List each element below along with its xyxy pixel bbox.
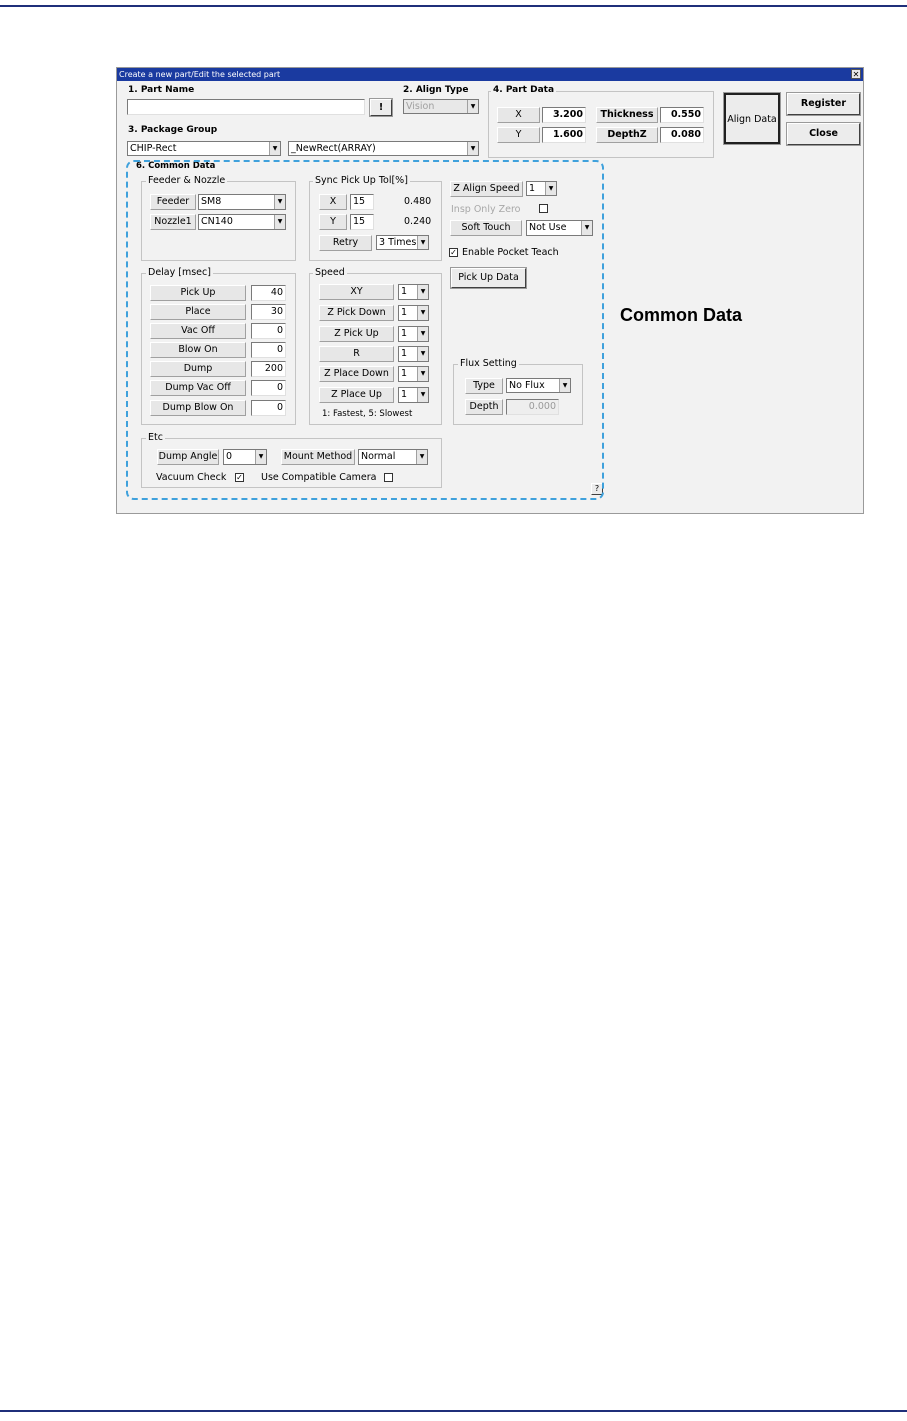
sync-y-label: Y [319,214,347,230]
mount-method-label: Mount Method [281,449,355,465]
speed-label-xy: XY [319,284,394,300]
dialog-titlebar [117,68,863,81]
chevron-down-icon: ▼ [417,306,428,320]
delay-input-dump[interactable]: 200 [251,361,286,377]
sync-y-input[interactable]: 15 [350,214,374,230]
part-y-label: Y [497,127,540,143]
delay-label-blow-on: Blow On [150,342,246,358]
part-x-label: X [497,107,540,123]
delay-input-pick-up[interactable]: 40 [251,285,286,301]
flux-type-value: No Flux [509,380,545,391]
chevron-down-icon: ▼ [416,450,427,464]
flux-depth-input[interactable]: 0.000 [506,399,559,415]
part-name-lookup-button[interactable]: ! [370,99,392,116]
soft-touch-label: Soft Touch [450,220,522,236]
speed-label-z-place-down: Z Place Down [319,366,394,382]
dialog-title: Create a new part/Edit the selected part [119,70,281,79]
page-bottom-rule [0,1410,907,1412]
package-select[interactable] [288,141,479,156]
chevron-down-icon: ▼ [545,182,556,195]
z-align-speed-value: 1 [529,183,536,194]
use-compatible-camera-label: Use Compatible Camera [261,472,377,483]
package-group-select[interactable] [127,141,281,156]
delay-input-dump-blow-on[interactable]: 0 [251,400,286,416]
mount-method-value: Normal [361,451,396,462]
flux-title: Flux Setting [460,358,517,369]
part-data-label: 4. Part Data [493,85,555,95]
depthz-input[interactable]: 0.080 [660,127,704,143]
chevron-down-icon: ▼ [269,142,280,155]
align-type-select[interactable] [403,99,479,114]
delay-label-dump-vac-off: Dump Vac Off [150,380,246,396]
delay-input-vac-off[interactable]: 0 [251,323,286,339]
delay-input-dump-vac-off[interactable]: 0 [251,380,286,396]
common-data-callout: Common Data [620,305,743,325]
page-top-rule [0,5,907,7]
common-data-highlight [126,160,604,500]
register-button[interactable]: Register [787,93,860,115]
dump-angle-label: Dump Angle [157,449,219,465]
dump-angle-value: 0 [226,451,233,462]
help-icon[interactable]: ? [591,483,603,495]
package-value: _NewRect(ARRAY) [291,143,376,154]
speed-label-r: R [319,346,394,362]
part-data-group [488,91,714,158]
depthz-label: DepthZ [596,127,658,143]
chevron-down-icon: ▼ [274,195,285,209]
chevron-down-icon: ▼ [467,100,478,113]
delay-input-place[interactable]: 30 [251,304,286,320]
insp-only-zero-label: Insp Only Zero [451,204,521,215]
align-type-label: 2. Align Type [403,85,469,95]
speed-label-z-place-up: Z Place Up [319,387,394,403]
chevron-down-icon: ▼ [417,388,428,402]
feeder-nozzle-title: Feeder & Nozzle [148,175,226,186]
chevron-down-icon: ▼ [274,215,285,229]
vacuum-check-checkbox[interactable]: ✓ [236,473,243,482]
flux-type-label: Type [465,378,503,394]
align-data-button[interactable]: Align Data [724,93,780,144]
close-icon[interactable]: ✕ [852,70,860,79]
sync-x-input[interactable]: 15 [350,194,374,210]
retry-label: Retry [319,235,372,251]
feeder-value: SM8 [201,196,222,207]
speed-value-z-pick-up: 1 [401,328,408,339]
nozzle-value: CN140 [201,216,233,227]
close-button[interactable]: Close [787,123,860,145]
enable-pocket-teach-checkbox[interactable]: ✓ [450,248,457,257]
z-align-speed-label: Z Align Speed [450,181,523,197]
sync-x-readout: 0.480 [404,196,432,207]
speed-value-r: 1 [401,348,408,359]
part-name-label: 1. Part Name [128,85,195,95]
thickness-input[interactable]: 0.550 [660,107,704,123]
chevron-down-icon: ▼ [417,347,428,361]
sync-tol-title: Sync Pick Up Tol[%] [315,175,408,186]
speed-label-z-pick-up: Z Pick Up [319,326,394,342]
speed-value-z-pick-down: 1 [401,307,408,318]
chevron-down-icon: ▼ [467,142,478,155]
delay-label-vac-off: Vac Off [150,323,246,339]
speed-label-z-pick-down: Z Pick Down [319,305,394,321]
chevron-down-icon: ▼ [559,379,570,392]
etc-title: Etc [148,432,163,443]
delay-label-dump: Dump [150,361,246,377]
chevron-down-icon: ▼ [581,221,592,235]
speed-title: Speed [315,267,345,278]
package-group-label: 3. Package Group [128,125,218,135]
sync-x-label: X [319,194,347,210]
pick-up-data-button[interactable]: Pick Up Data [451,268,526,288]
soft-touch-value: Not Use [529,222,567,233]
delay-label-dump-blow-on: Dump Blow On [150,400,246,416]
sync-y-readout: 0.240 [404,216,432,227]
delay-label-place: Place [150,304,246,320]
speed-value-z-place-down: 1 [401,368,408,379]
speed-value-z-place-up: 1 [401,389,408,400]
thickness-label: Thickness [596,107,658,123]
chevron-down-icon: ▼ [255,450,266,464]
chevron-down-icon: ▼ [417,236,428,249]
enable-pocket-teach-label: Enable Pocket Teach [462,247,559,258]
nozzle-label: Nozzle1 [150,214,196,230]
chevron-down-icon: ▼ [417,327,428,341]
speed-note: 1: Fastest, 5: Slowest [322,409,413,419]
feeder-label: Feeder [150,194,196,210]
delay-label-pick-up: Pick Up [150,285,246,301]
common-data-label: 6. Common Data [136,161,216,171]
part-x-input[interactable]: 3.200 [542,107,586,123]
part-name-input[interactable] [127,99,365,115]
retry-value: 3 Times [379,237,417,248]
align-type-value: Vision [406,101,435,112]
package-group-value: CHIP-Rect [130,143,177,154]
part-y-input[interactable]: 1.600 [542,127,586,143]
flux-depth-label: Depth [465,399,503,415]
chevron-down-icon: ▼ [417,285,428,299]
chevron-down-icon: ▼ [417,367,428,381]
vacuum-check-label: Vacuum Check [156,472,227,483]
delay-input-blow-on[interactable]: 0 [251,342,286,358]
delay-title: Delay [msec] [148,267,211,278]
speed-value-xy: 1 [401,286,408,297]
